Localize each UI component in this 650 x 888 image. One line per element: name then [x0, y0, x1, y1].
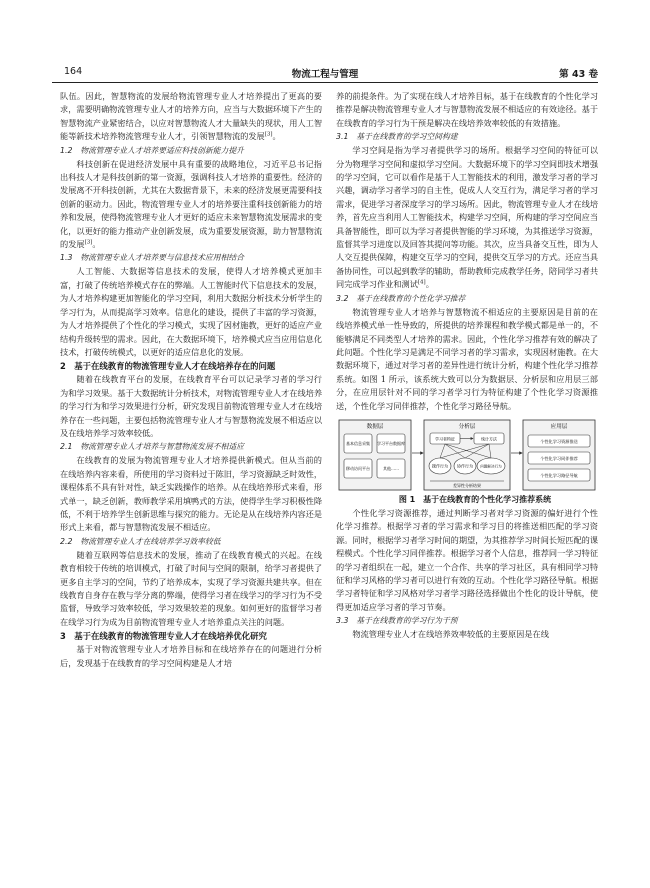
analysis-layer-title: 分析层	[458, 423, 476, 430]
paragraph: 学习空间是指为学习者提供学习的场所。根据学习空间的特征可以分为物理学习空间和虚拟学习空间。大数据环境下的学习空间即技术增强的学习空间，它可以看作是基于人工智能技术的利用，激发学习者的学习兴趣，调动学习者学习的自主性，促成人人交互行为，满足学习者的学习需求，促进学习者深度学习的学习场所。因此，物流管理专业人才在线培养，首先应当利用人工智能技术，构建学习空间，所构建的学习空间应当具备智能性，即可以为学习者提供智能的学习环境，为其推送学习资源，监督其学习进度以及回答其提问等功能。其次，应当具备交互性，即为人人交互提供保障，构建交互学习的空间，提供交互学习的方式。还应当具备协同性，可以起到教学的辅助，帮助教师完成教学任务，陪同学习者共同完成学习作业和测试[4]。	[336, 145, 599, 290]
application-box-resource-push: 个性化学习资源推送	[540, 438, 578, 444]
section-heading-2-2: 2.2 物流管理专业人才在线培养学习效率较低	[60, 536, 221, 546]
section-heading-3-1: 3.1 基于在线教育的学习空间构建	[336, 132, 458, 142]
data-box-1: 基本信息采集	[346, 440, 370, 446]
citation: [4]	[417, 279, 426, 286]
paragraph: 队伍。因此，智慧物流的发展给物流管理专业人才培养提出了更高的要求，需要明确物流管理专业人才的培养方向，应当与大数据环境下产生的智慧物流产业紧密结合，以应对智慧物流人才大量缺失的现状，用人工智能等新技术培养物流管理专业人才，引领智慧物流的发展[3]。	[60, 91, 323, 142]
page-header	[52, 66, 598, 80]
citation: [3]	[84, 239, 93, 246]
paragraph: 基于对物流管理专业人才培养目标和在线培养存在的问题进行分析后，发现基于在线教育的学习空间构建是人才培	[60, 644, 322, 668]
right-column	[336, 90, 598, 642]
page-number: 164	[64, 66, 83, 77]
analysis-result-label: 差异性分析结果	[453, 482, 481, 488]
paragraph: 物流管理专业人才在线培养效率较低的主要原因是在线	[352, 629, 549, 640]
data-layer-panel	[339, 420, 411, 490]
section-heading-3-2: 3.2 基于在线教育的个性化学习推荐	[336, 293, 466, 303]
volume-label: 第 43 卷	[559, 69, 598, 80]
section-heading-2: 2 基于在线教育的物流管理专业人才在线培养存在的问题	[60, 361, 276, 372]
analysis-oval-collaboration: 协作行为	[457, 463, 473, 469]
paragraph: 人工智能、大数据等信息技术的发展，使得人才培养模式更加丰富，打破了传统培养模式存在的弊端。人工智能时代下信息技术的发展，为人才培养构建更加智能化的学习空间，利用大数据分析技术分析学生的学习行为，从而提高学习效率。信息化的建设，提供了丰富的学习资源，为人才培养提供了个性化的学习模式，实现了因材施教，更好的适应产业结构升级转型的需求。因此，在大数据环境下，培养模式应当应用信息化技术，打破传统模式，以更好的适应信息化的发展。	[60, 266, 323, 357]
citation: [3]	[264, 131, 273, 138]
journal-title: 物流工程与管理	[291, 69, 359, 80]
paragraph: 个性化学习资源推荐，通过判断学习者对学习资源的偏好进行个性化学习推荐。根据学习者的学习需求和学习目的将推送相匹配的学习资源。同时，根据学习者学习时间的期望，为其推荐学习时间长短匹配的课程模式。个性化学习同伴推荐。根据学习者个人信息，推荐同一学习特征的学习者组织在一起，建立一个合作、共享的学习社区，具有相同学习特征和学习风格的学习者可以进行有效的互动。个性化学习路径导航。根据学习者特征和学习风格对学习者学习路径选择做出个性化的设计导航，使得更加适应学习者的学习节奏。	[336, 507, 599, 612]
data-box-3: 移动访问平台	[346, 465, 370, 471]
data-box-2: 学习平台数据库	[377, 440, 405, 446]
figure-1	[338, 419, 596, 493]
application-box-peer-recommendation: 个性化学习同伴推荐	[540, 455, 578, 461]
analysis-box-learner-features: 学习者特征	[435, 436, 455, 442]
section-heading-2-1: 2.1 物流管理专业人才培养与智慧物流发展不相适应	[60, 442, 244, 452]
paragraph: 随着在线教育平台的发展，在线教育平台可以记录学习者的学习行为和学习效果。基于大数据统计分析技术，对物流管理专业人才在线培养的学习行为和学习效果进行分析，研究发现目前物流管理专业人才在线培养存在一些问题，主要包括物流管理专业人才与智慧物流发展不相适应以及在线培养学习效率较低。	[60, 374, 323, 438]
application-box-path-navigation: 个性化学习路径导航	[540, 472, 578, 478]
data-box-4: 其他……	[383, 465, 399, 471]
paragraph: 养的前提条件。为了实现在线人才培养目标，基于在线教育的个性化学习推荐是解决物流管理专业人才与智慧物流发展不相适应的有效途径。基于在线教育的学习行为干预是解决在线培养效率较低的有效措施。	[336, 91, 599, 128]
paragraph: 科技创新在促进经济发展中具有重要的战略地位，习近平总书记指出科技人才是科技创新的第一资源，强调科技人才培养的重要性。经济的发展离不开科技创新，尤其在大数据背景下，未来的经济发展更需要科技创新的驱动力。因此，物流管理专业人才的培养要注重科技创新能力的培养和发展，使得物流管理专业人才更好的适应未来智慧物流发展需求的变化，以更好的能力推动产业创新发展，成为重要发展资源，助力智慧物流的发展[3]。	[60, 158, 323, 250]
section-heading-3-3: 3.3 基于在线教育的学习行为干预	[336, 616, 458, 626]
analysis-oval-operation: 操作行为	[432, 463, 448, 469]
paragraph: 随着互联网等信息技术的发展，推动了在线教育模式的兴起。在线教育相较于传统的培训模式，打破了时间与空间的限制，给学习者提供了更多自主学习的空间，节约了培养成本，实现了学习资源共建共享。但在线教育自身存在教与学分离的弊端，使得学习者在线学习的学习行为不受监督，导致学习效率较低，学习效果较差的现象。如何更好的监督学习者在线学习行为成为目前物流管理专业人才培养重点关注的问题。	[60, 549, 323, 627]
section-heading-1-2: 1.2 物流管理专业人才培养要适应科技创新能力提升	[60, 145, 244, 155]
data-layer-title: 数据层	[366, 423, 384, 430]
analysis-layer-panel	[424, 420, 510, 490]
application-layer-title: 应用层	[550, 423, 568, 430]
paragraph: 在线教育的发展为物流管理专业人才培养提供新模式。但从当前的在线培养内容来看，所使用的学习资料过于陈旧，学习资源缺乏时效性，课程体系不具有针对性，缺乏实践操作的培养。从在线培养形式来看，形式单一，缺乏创新，教师教学采用填鸭式的方法，使得学生学习积极性降低，不利于培养学生创新思维与探究的能力。无论是从在线培养内容还是形式上来看，都与智慧物流发展不相适应。	[60, 455, 323, 533]
figure-caption: 图 1 基于在线教育的个性化学习推荐系统	[398, 494, 552, 504]
section-heading-3: 3 基于在线教育的物流管理专业人才在线培养优化研究	[60, 631, 267, 642]
section-heading-1-3: 1.3 物流管理专业人才培养要与信息技术应用相结合	[60, 253, 244, 263]
paragraph: 物流管理专业人才培养与智慧物流不相适应的主要原因是目前的在线培养模式单一性导致的，所提供的培养课程和教学模式都是单一的，不能够满足不同类型人才培养的需求。因此，个性化学习推荐有效的解决了此问题。个性化学习是满足不同学习者的学习需求，实现因材施教。在大数据环境下，通过对学习者的差异性进行统计分析，构建个性化学习推荐系统。如图 1 所示，该系统大致可以分为数据层、分析层和应用层三部分，在应用层针对不同的学习者学习行为特征构建了个性化学习资源推送，个性化学习同伴推荐，个性化学习路径导航。	[336, 306, 599, 411]
analysis-oval-problem-solving: 问题解决行为	[480, 464, 502, 469]
left-column	[60, 90, 322, 670]
header-rule	[52, 82, 598, 83]
analysis-box-statistics: 统计方法	[481, 436, 497, 442]
